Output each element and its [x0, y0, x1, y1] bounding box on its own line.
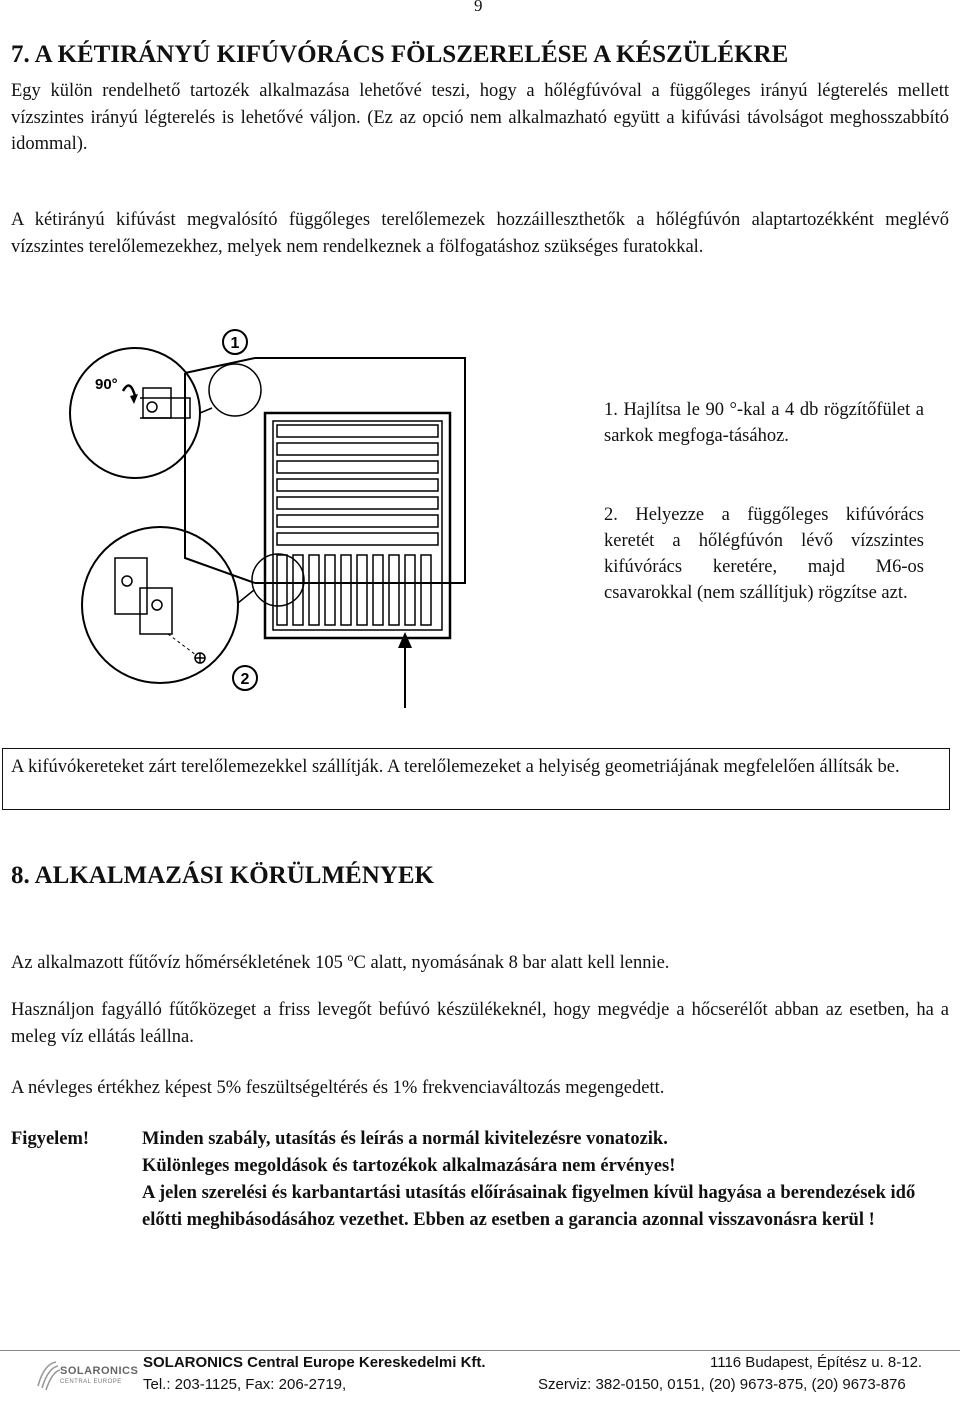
grille-mounting-figure [60, 318, 620, 718]
section-7-paragraph-1: Egy külön rendelhető tartozék alkalmazása lehetővé teszi, hogy a hőlégfúvóval a függőleges irányú légterelés mellett vízszintes irányú légterelés is lehetővé váljon. (Ez az opció nem alkalmazható együtt a kifúvási távolságot meghosszabbító idommal). [11, 81, 949, 154]
detail-circle-1 [209, 364, 261, 416]
step-2-text: 2. Helyezze a függőleges kifúvórács keretét a hőlégfúvón lévő vízszintes kifúvórács keretére, majd M6-os csavarokkal (nem szállítjuk) rögzítse azt. [604, 505, 924, 603]
warning-body [142, 1126, 942, 1234]
horizontal-louvers [277, 425, 438, 545]
warning-label: Figyelem! [11, 1129, 90, 1149]
magnify-circle-1 [70, 348, 200, 478]
logo-name: SOLARONICS [60, 1365, 139, 1377]
section-7-title: 7. A KÉTIRÁNYÚ KIFÚVÓRÁCS FÖLSZERELÉSE A KÉSZÜLÉKRE [11, 41, 789, 68]
detail-circle-2 [252, 554, 304, 606]
angle-label: 90° [95, 376, 118, 393]
footer-phone: Tel.: 203-1125, Fax: 206-2719, [143, 1376, 347, 1393]
magnify-circle-2 [82, 527, 238, 683]
warning-line-3: A jelen szerelési és karbantartási utasítás előírásainak figyelmen kívül hagyása a berendezések idő előtti meghibásodásához vezethet. Ebben az esetben a garancia azonnal visszavonásra kerül ! [142, 1183, 916, 1230]
footer-service: Szerviz: 382-0150, 0151, (20) 9673-875, (20) 9673-876 [538, 1376, 906, 1393]
bend-arrow [123, 386, 135, 396]
footer-company: SOLARONICS Central Europe Kereskedelmi Kft. [143, 1354, 486, 1371]
section-8-title: 8. ALKALMAZÁSI KÖRÜLMÉNYEK [11, 862, 434, 889]
callout-1-label: 1 [230, 335, 240, 352]
insert-arrow-head [398, 632, 412, 648]
heater-body [255, 358, 465, 583]
callout-2-label: 2 [240, 671, 250, 688]
section-8-paragraph-2: Használjon fagyálló fűtőközeget a friss levegőt befúvó készülékeknél, hogy megvédje a hőcserélőt abban az esetben, ha a meleg víz ellátás leállna. [11, 1000, 949, 1047]
page-number: 9 [474, 0, 483, 15]
section-8-paragraph-3: A névleges értékhez képest 5% feszültségeltérés és 1% frekvenciaváltozás megengedett. [11, 1078, 665, 1098]
delivery-note-box: A kifúvókereteket zárt terelőlemezekkel szállítják. A terelőlemezeket a helyiség geometriájának megfelelően állítsák be. [2, 748, 950, 810]
logo-subtitle: CENTRAL EUROPE [60, 1379, 122, 1385]
section-7-paragraph-2: A kétirányú kifúvást megvalósító függőleges terelőlemezek hozzáilleszthetők a hőlégfúvón alaptartozékként meglévő vízszintes terelőlemezekhez, melyek nem rendelkeznek a fölfogatáshoz szükséges furatokkal. [11, 210, 949, 257]
footer-address: 1116 Budapest, Építész u. 8-12. [710, 1354, 923, 1371]
section-8-paragraph-1: Az alkalmazott fűtővíz hőmérsékletének 105 $^o$C alatt, nyomásának 8 bar alatt kell lennie. [11, 950, 670, 974]
step-1-text: 1. Hajlítsa le 90 °-kal a 4 db rögzítőfület a sarkok megfoga-tásához. [604, 400, 924, 446]
warning-line-1: Minden szabály, utasítás és leírás a normál kivitelezésre vonatozik. [142, 1129, 668, 1149]
warning-line-2: Különleges megoldások és tartozékok alkalmazására nem érvényes! [142, 1156, 676, 1176]
